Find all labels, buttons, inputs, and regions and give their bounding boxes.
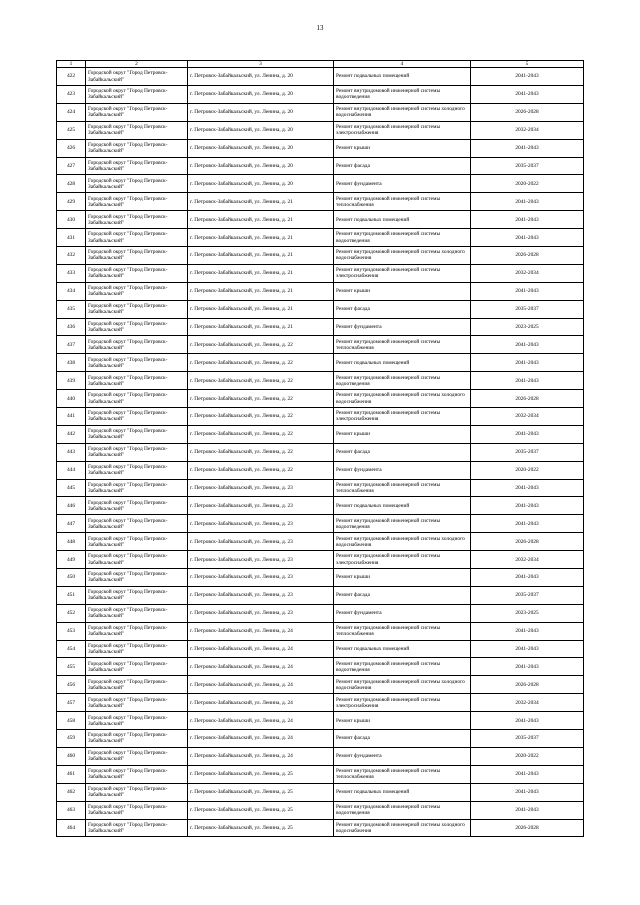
work-type-cell: Ремонт крыши [334,569,471,587]
table-row [57,533,584,551]
period-cell: 2035-2037 [471,300,584,318]
period-cell: 2041-2043 [471,622,584,640]
address-cell: г. Петровск-Забайкальский, ул. Ленина, д. 25 [188,819,334,837]
row-number-cell: 450 [57,569,86,587]
work-type-cell: Ремонт фундамента [334,747,471,765]
address-cell: г. Петровск-Забайкальский, ул. Ленина, д. 22 [188,390,334,408]
period-cell: 2032-2034 [471,408,584,426]
work-type-cell: Ремонт внутридомовой инженерной системы холодного водоснабжения [334,676,471,694]
work-type-cell: Ремонт подвальных помещений [334,640,471,658]
municipality-cell: Городской округ "Город Петровск-Забайкальский" [86,68,188,86]
period-cell: 2041-2043 [471,139,584,157]
work-type-cell: Ремонт подвальных помещений [334,211,471,229]
row-number-cell: 444 [57,461,86,479]
municipality-cell: Городской округ "Город Петровск-Забайкальский" [86,515,188,533]
period-cell: 2032-2034 [471,264,584,282]
table-row [57,765,584,783]
row-number-cell: 451 [57,586,86,604]
row-number-cell: 435 [57,300,86,318]
table-row [57,354,584,372]
table-row [57,336,584,354]
work-type-cell: Ремонт фасада [334,586,471,604]
address-cell: г. Петровск-Забайкальский, ул. Ленина, д. 22 [188,425,334,443]
municipality-cell: Городской округ "Город Петровск-Забайкальский" [86,264,188,282]
table-row [57,694,584,712]
municipality-cell: Городской округ "Город Петровск-Забайкальский" [86,569,188,587]
row-number-cell: 443 [57,443,86,461]
table-row [57,801,584,819]
table-row [57,604,584,622]
row-number-cell: 434 [57,282,86,300]
address-cell: г. Петровск-Забайкальский, ул. Ленина, д. 23 [188,551,334,569]
municipality-cell: Городской округ "Город Петровск-Забайкальский" [86,211,188,229]
row-number-cell: 462 [57,783,86,801]
work-type-cell: Ремонт внутридомовой инженерной системы водоотведения [334,515,471,533]
period-cell: 2041-2043 [471,640,584,658]
municipality-cell: Городской округ "Город Петровск-Забайкальский" [86,676,188,694]
period-cell: 2041-2043 [471,336,584,354]
municipality-cell: Городской округ "Город Петровск-Забайкальский" [86,783,188,801]
row-number-cell: 424 [57,103,86,121]
work-type-cell: Ремонт внутридомовой инженерной системы электроснабжения [334,408,471,426]
municipality-cell: Городской округ "Город Петровск-Забайкальский" [86,443,188,461]
work-type-cell: Ремонт внутридомовой инженерной системы водоотведения [334,229,471,247]
address-cell: г. Петровск-Забайкальский, ул. Ленина, д. 24 [188,712,334,730]
municipality-cell: Городской округ "Город Петровск-Забайкальский" [86,300,188,318]
municipality-cell: Городской округ "Город Петровск-Забайкальский" [86,139,188,157]
municipality-cell: Городской округ "Город Петровск-Забайкальский" [86,336,188,354]
period-cell: 2041-2043 [471,282,584,300]
work-type-cell: Ремонт внутридомовой инженерной системы теплоснабжения [334,765,471,783]
municipality-cell: Городской округ "Город Петровск-Забайкальский" [86,694,188,712]
row-number-cell: 427 [57,157,86,175]
row-number-cell: 441 [57,408,86,426]
address-cell: г. Петровск-Забайкальский, ул. Ленина, д. 25 [188,765,334,783]
row-number-cell: 432 [57,247,86,265]
row-number-cell: 454 [57,640,86,658]
period-cell: 2020-2022 [471,461,584,479]
column-header: 5 [471,61,584,68]
table-row [57,747,584,765]
period-cell: 2041-2043 [471,354,584,372]
work-type-cell: Ремонт внутридомовой инженерной системы холодного водоснабжения [334,390,471,408]
period-cell: 2026-2028 [471,103,584,121]
address-cell: г. Петровск-Забайкальский, ул. Ленина, д. 20 [188,85,334,103]
address-cell: г. Петровск-Забайкальский, ул. Ленина, д. 23 [188,586,334,604]
table-row [57,515,584,533]
table-row [57,425,584,443]
column-header: 4 [334,61,471,68]
address-cell: г. Петровск-Забайкальский, ул. Ленина, д. 24 [188,676,334,694]
work-type-cell: Ремонт внутридомовой инженерной системы электроснабжения [334,264,471,282]
table-row [57,586,584,604]
table-row [57,658,584,676]
address-cell: г. Петровск-Забайкальский, ул. Ленина, д. 25 [188,801,334,819]
table-row [57,783,584,801]
row-number-cell: 426 [57,139,86,157]
work-type-cell: Ремонт фундамента [334,604,471,622]
work-type-cell: Ремонт фасада [334,730,471,748]
address-cell: г. Петровск-Забайкальский, ул. Ленина, д. 23 [188,533,334,551]
work-type-cell: Ремонт внутридомовой инженерной системы теплоснабжения [334,193,471,211]
table-row [57,103,584,121]
period-cell: 2041-2043 [471,85,584,103]
capital-repair-table [56,60,584,837]
work-type-cell: Ремонт фасада [334,443,471,461]
address-cell: г. Петровск-Забайкальский, ул. Ленина, д. 21 [188,211,334,229]
table-row [57,85,584,103]
table-row [57,247,584,265]
address-cell: г. Петровск-Забайкальский, ул. Ленина, д. 21 [188,264,334,282]
address-cell: г. Петровск-Забайкальский, ул. Ленина, д. 23 [188,497,334,515]
row-number-cell: 455 [57,658,86,676]
column-header: 2 [86,61,188,68]
work-type-cell: Ремонт крыши [334,139,471,157]
address-cell: г. Петровск-Забайкальский, ул. Ленина, д. 20 [188,139,334,157]
municipality-cell: Городской округ "Город Петровск-Забайкальский" [86,354,188,372]
municipality-cell: Городской округ "Город Петровск-Забайкальский" [86,193,188,211]
address-cell: г. Петровск-Забайкальский, ул. Ленина, д. 22 [188,372,334,390]
municipality-cell: Городской округ "Город Петровск-Забайкальский" [86,747,188,765]
period-cell: 2041-2043 [471,712,584,730]
period-cell: 2041-2043 [471,425,584,443]
period-cell: 2032-2034 [471,551,584,569]
row-number-cell: 431 [57,229,86,247]
period-cell: 2023-2025 [471,604,584,622]
row-number-cell: 442 [57,425,86,443]
work-type-cell: Ремонт внутридомовой инженерной системы теплоснабжения [334,336,471,354]
address-cell: г. Петровск-Забайкальский, ул. Ленина, д. 20 [188,121,334,139]
table-row [57,819,584,837]
address-cell: г. Петровск-Забайкальский, ул. Ленина, д. 21 [188,318,334,336]
row-number-cell: 445 [57,479,86,497]
period-cell: 2026-2028 [471,533,584,551]
work-type-cell: Ремонт крыши [334,282,471,300]
municipality-cell: Городской округ "Город Петровск-Забайкальский" [86,408,188,426]
period-cell: 2041-2043 [471,765,584,783]
address-cell: г. Петровск-Забайкальский, ул. Ленина, д. 24 [188,658,334,676]
row-number-cell: 437 [57,336,86,354]
municipality-cell: Городской округ "Город Петровск-Забайкальский" [86,372,188,390]
municipality-cell: Городской округ "Город Петровск-Забайкальский" [86,425,188,443]
municipality-cell: Городской округ "Город Петровск-Забайкальский" [86,730,188,748]
row-number-cell: 457 [57,694,86,712]
row-number-cell: 456 [57,676,86,694]
period-cell: 2020-2022 [471,747,584,765]
period-cell: 2041-2043 [471,229,584,247]
municipality-cell: Городской округ "Город Петровск-Забайкальский" [86,604,188,622]
row-number-cell: 459 [57,730,86,748]
row-number-cell: 429 [57,193,86,211]
period-cell: 2041-2043 [471,569,584,587]
municipality-cell: Городской округ "Город Петровск-Забайкальский" [86,247,188,265]
address-cell: г. Петровск-Забайкальский, ул. Ленина, д. 25 [188,783,334,801]
row-number-cell: 428 [57,175,86,193]
column-header: 3 [188,61,334,68]
table-row [57,68,584,86]
row-number-cell: 438 [57,354,86,372]
address-cell: г. Петровск-Забайкальский, ул. Ленина, д. 24 [188,622,334,640]
table-row [57,730,584,748]
row-number-cell: 423 [57,85,86,103]
period-cell: 2041-2043 [471,515,584,533]
table-row [57,479,584,497]
period-cell: 2041-2043 [471,801,584,819]
table-row [57,282,584,300]
address-cell: г. Петровск-Забайкальский, ул. Ленина, д. 24 [188,730,334,748]
row-number-cell: 461 [57,765,86,783]
row-number-cell: 433 [57,264,86,282]
municipality-cell: Городской округ "Город Петровск-Забайкальский" [86,282,188,300]
address-cell: г. Петровск-Забайкальский, ул. Ленина, д. 23 [188,515,334,533]
work-type-cell: Ремонт фасада [334,157,471,175]
table-row [57,461,584,479]
address-cell: г. Петровск-Забайкальский, ул. Ленина, д. 21 [188,300,334,318]
municipality-cell: Городской округ "Город Петровск-Забайкальский" [86,479,188,497]
table-row [57,264,584,282]
work-type-cell: Ремонт внутридомовой инженерной системы холодного водоснабжения [334,533,471,551]
address-cell: г. Петровск-Забайкальский, ул. Ленина, д. 20 [188,175,334,193]
period-cell: 2041-2043 [471,68,584,86]
row-number-cell: 463 [57,801,86,819]
municipality-cell: Городской округ "Город Петровск-Забайкальский" [86,801,188,819]
page-number: 13 [316,24,324,32]
work-type-cell: Ремонт внутридомовой инженерной системы водоотведения [334,801,471,819]
row-number-cell: 464 [57,819,86,837]
period-cell: 2041-2043 [471,479,584,497]
work-type-cell: Ремонт внутридомовой инженерной системы водоотведения [334,85,471,103]
row-number-cell: 440 [57,390,86,408]
municipality-cell: Городской округ "Город Петровск-Забайкальский" [86,103,188,121]
work-type-cell: Ремонт внутридомовой инженерной системы электроснабжения [334,121,471,139]
period-cell: 2041-2043 [471,783,584,801]
address-cell: г. Петровск-Забайкальский, ул. Ленина, д. 21 [188,193,334,211]
table-row [57,157,584,175]
municipality-cell: Городской округ "Город Петровск-Забайкальский" [86,658,188,676]
address-cell: г. Петровск-Забайкальский, ул. Ленина, д. 22 [188,461,334,479]
work-type-cell: Ремонт внутридомовой инженерной системы электроснабжения [334,694,471,712]
address-cell: г. Петровск-Забайкальский, ул. Ленина, д. 21 [188,229,334,247]
period-cell: 2026-2028 [471,390,584,408]
table-row [57,318,584,336]
period-cell: 2032-2034 [471,121,584,139]
address-cell: г. Петровск-Забайкальский, ул. Ленина, д. 22 [188,336,334,354]
period-cell: 2035-2037 [471,443,584,461]
address-cell: г. Петровск-Забайкальский, ул. Ленина, д. 22 [188,408,334,426]
row-number-cell: 425 [57,121,86,139]
period-cell: 2035-2037 [471,730,584,748]
municipality-cell: Городской округ "Город Петровск-Забайкальский" [86,121,188,139]
municipality-cell: Городской округ "Город Петровск-Забайкальский" [86,533,188,551]
period-cell: 2026-2028 [471,247,584,265]
table-row [57,497,584,515]
work-type-cell: Ремонт внутридомовой инженерной системы водоотведения [334,372,471,390]
work-type-cell: Ремонт подвальных помещений [334,783,471,801]
address-cell: г. Петровск-Забайкальский, ул. Ленина, д. 21 [188,282,334,300]
address-cell: г. Петровск-Забайкальский, ул. Ленина, д. 21 [188,247,334,265]
address-cell: г. Петровск-Забайкальский, ул. Ленина, д. 22 [188,354,334,372]
table-row [57,443,584,461]
table-row [57,193,584,211]
municipality-cell: Городской округ "Город Петровск-Забайкальский" [86,229,188,247]
table-row [57,175,584,193]
address-cell: г. Петровск-Забайкальский, ул. Ленина, д. 22 [188,443,334,461]
work-type-cell: Ремонт внутридомовой инженерной системы холодного водоснабжения [334,247,471,265]
address-cell: г. Петровск-Забайкальский, ул. Ленина, д. 24 [188,694,334,712]
row-number-cell: 453 [57,622,86,640]
work-type-cell: Ремонт подвальных помещений [334,68,471,86]
table-row [57,229,584,247]
municipality-cell: Городской округ "Город Петровск-Забайкальский" [86,157,188,175]
municipality-cell: Городской округ "Город Петровск-Забайкальский" [86,765,188,783]
period-cell: 2032-2034 [471,694,584,712]
work-type-cell: Ремонт внутридомовой инженерной системы холодного водоснабжения [334,819,471,837]
table-body [57,68,584,837]
table-row [57,211,584,229]
row-number-cell: 448 [57,533,86,551]
municipality-cell: Городской округ "Город Петровск-Забайкальский" [86,819,188,837]
work-type-cell: Ремонт внутридомовой инженерной системы водоотведения [334,658,471,676]
work-type-cell: Ремонт фундамента [334,461,471,479]
work-type-cell: Ремонт внутридомовой инженерной системы холодного водоснабжения [334,103,471,121]
work-type-cell: Ремонт подвальных помещений [334,497,471,515]
period-cell: 2026-2028 [471,676,584,694]
work-type-cell: Ремонт внутридомовой инженерной системы теплоснабжения [334,622,471,640]
address-cell: г. Петровск-Забайкальский, ул. Ленина, д. 20 [188,157,334,175]
table-row [57,408,584,426]
column-header: 1 [57,61,86,68]
address-cell: г. Петровск-Забайкальский, ул. Ленина, д. 20 [188,68,334,86]
row-number-cell: 452 [57,604,86,622]
row-number-cell: 458 [57,712,86,730]
address-cell: г. Петровск-Забайкальский, ул. Ленина, д. 23 [188,604,334,622]
municipality-cell: Городской округ "Город Петровск-Забайкальский" [86,175,188,193]
work-type-cell: Ремонт фундамента [334,175,471,193]
work-type-cell: Ремонт внутридомовой инженерной системы теплоснабжения [334,479,471,497]
table-row [57,640,584,658]
work-type-cell: Ремонт подвальных помещений [334,354,471,372]
period-cell: 2035-2037 [471,157,584,175]
row-number-cell: 430 [57,211,86,229]
municipality-cell: Городской округ "Город Петровск-Забайкальский" [86,640,188,658]
address-cell: г. Петровск-Забайкальский, ул. Ленина, д. 20 [188,103,334,121]
address-cell: г. Петровск-Забайкальский, ул. Ленина, д. 23 [188,479,334,497]
table-row [57,300,584,318]
municipality-cell: Городской округ "Город Петровск-Забайкальский" [86,85,188,103]
address-cell: г. Петровск-Забайкальский, ул. Ленина, д. 24 [188,747,334,765]
municipality-cell: Городской округ "Город Петровск-Забайкальский" [86,390,188,408]
table-row [57,569,584,587]
municipality-cell: Городской округ "Город Петровск-Забайкальский" [86,497,188,515]
work-type-cell: Ремонт фундамента [334,318,471,336]
municipality-cell: Городской округ "Город Петровск-Забайкальский" [86,551,188,569]
work-type-cell: Ремонт крыши [334,425,471,443]
table-row [57,712,584,730]
table-row [57,139,584,157]
table-row [57,676,584,694]
row-number-cell: 422 [57,68,86,86]
municipality-cell: Городской округ "Город Петровск-Забайкальский" [86,461,188,479]
address-cell: г. Петровск-Забайкальский, ул. Ленина, д. 24 [188,640,334,658]
work-type-cell: Ремонт крыши [334,712,471,730]
period-cell: 2041-2043 [471,211,584,229]
period-cell: 2041-2043 [471,497,584,515]
table-row [57,551,584,569]
table-row [57,121,584,139]
work-type-cell: Ремонт фасада [334,300,471,318]
column-number-row [57,61,584,68]
municipality-cell: Городской округ "Город Петровск-Забайкальский" [86,622,188,640]
row-number-cell: 449 [57,551,86,569]
row-number-cell: 447 [57,515,86,533]
period-cell: 2041-2043 [471,193,584,211]
period-cell: 2020-2022 [471,175,584,193]
work-type-cell: Ремонт внутридомовой инженерной системы электроснабжения [334,551,471,569]
row-number-cell: 460 [57,747,86,765]
address-cell: г. Петровск-Забайкальский, ул. Ленина, д. 23 [188,569,334,587]
table-row [57,390,584,408]
period-cell: 2041-2043 [471,372,584,390]
table-header [57,61,584,68]
row-number-cell: 446 [57,497,86,515]
row-number-cell: 436 [57,318,86,336]
period-cell: 2041-2043 [471,658,584,676]
period-cell: 2026-2028 [471,819,584,837]
period-cell: 2023-2025 [471,318,584,336]
municipality-cell: Городской округ "Город Петровск-Забайкальский" [86,318,188,336]
period-cell: 2035-2037 [471,586,584,604]
municipality-cell: Городской округ "Город Петровск-Забайкальский" [86,712,188,730]
table-row [57,372,584,390]
municipality-cell: Городской округ "Город Петровск-Забайкальский" [86,586,188,604]
row-number-cell: 439 [57,372,86,390]
table-row [57,622,584,640]
